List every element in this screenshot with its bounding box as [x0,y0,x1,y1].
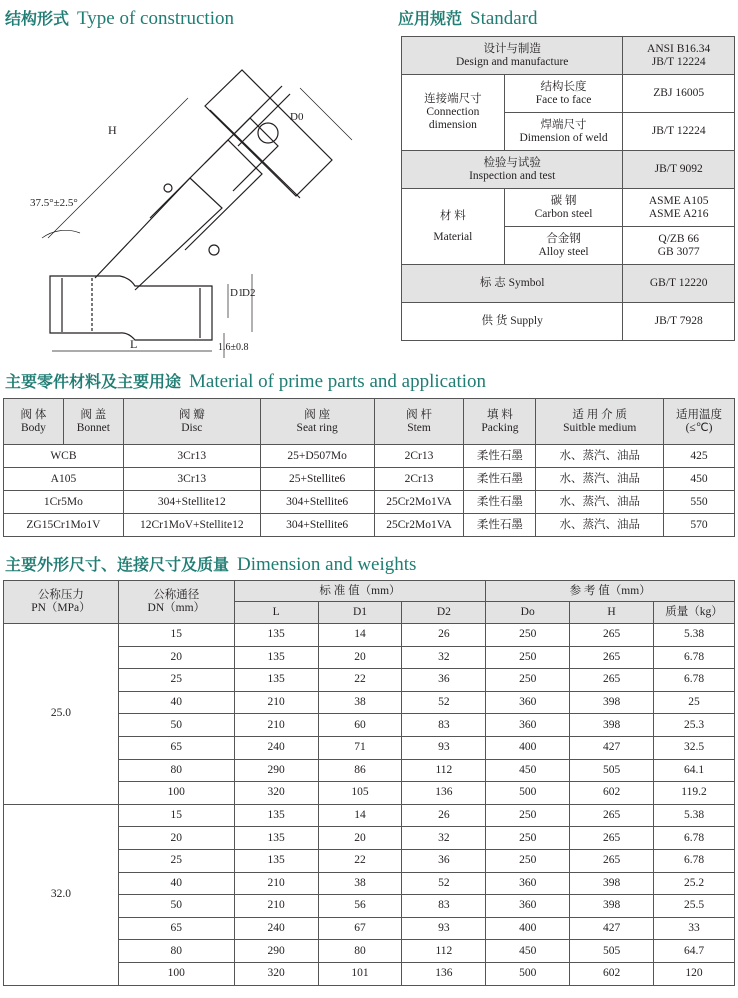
dim-cell-h: 398 [570,714,654,737]
dimensions-title-cn: 主要外形尺寸、连接尺寸及质量 [5,555,230,574]
mat-cell-medium: 水、蒸汽、油品 [536,491,664,514]
dim-cell-d1: 20 [318,827,402,850]
label-angle: 37.5°±2.5° [30,197,78,209]
dim-cell-d1: 105 [318,782,402,805]
table-row [4,468,735,491]
mat-cell-seat: 304+Stellite6 [260,491,374,514]
mat-cell-packing: 柔性石墨 [464,491,536,514]
dim-cell-d2: 83 [402,895,486,918]
table-row [4,491,735,514]
dim-header-standard: 标 准 值（mm） [234,581,486,602]
table-row [4,514,735,537]
dim-cell-l: 240 [234,917,318,940]
dim-cell-h: 398 [570,691,654,714]
mat-cell-temp: 450 [664,468,735,491]
dim-cell-d2: 32 [402,827,486,850]
materials-title-cn: 主要零件材料及主要用途 [5,372,182,391]
dim-cell-d1: 71 [318,736,402,759]
dim-cell-d1: 14 [318,804,402,827]
dim-cell-dn: 65 [118,917,234,940]
label-wall: 1.6±0.8 [218,342,249,353]
dim-cell-h: 427 [570,736,654,759]
alloy-value: Q/ZB 66 GB 3077 [623,227,735,265]
dim-cell-h: 265 [570,669,654,692]
dim-cell-h: 265 [570,624,654,647]
dim-cell-mass: 25 [654,691,735,714]
mat-cell-stem: 25Cr2Mo1VA [374,491,464,514]
mat-cell-disc: 3Cr13 [123,468,260,491]
dim-cell-dn: 100 [118,782,234,805]
materials-heading [5,369,486,393]
dim-header-do: Do [486,602,570,624]
dim-cell-do: 500 [486,962,570,985]
dim-cell-d2: 26 [402,804,486,827]
dim-header-l: L [234,602,318,624]
dim-cell-d2: 32 [402,646,486,669]
label-do: D0 [290,111,304,123]
mat-cell-temp: 550 [664,491,735,514]
face-value: ZBJ 16005 [623,75,735,113]
mat-header-bonnet: 阀 盖 Bonnet [63,399,123,445]
dim-cell-do: 360 [486,714,570,737]
dim-cell-d2: 36 [402,669,486,692]
face-label: 结构长度 Face to face [504,75,623,113]
symbol-value: GB/T 12220 [623,265,735,303]
material-label: 材 料 Material [402,189,505,265]
dim-cell-do: 360 [486,872,570,895]
dim-cell-d1: 22 [318,669,402,692]
mat-cell-packing: 柔性石墨 [464,468,536,491]
dimensions-title-en: Dimension and weights [237,554,417,575]
dim-cell-dn: 20 [118,646,234,669]
dim-cell-l: 320 [234,782,318,805]
dim-cell-d2: 112 [402,940,486,963]
dim-cell-l: 210 [234,714,318,737]
symbol-label: 标 志 Symbol [402,265,623,303]
dim-cell-d2: 83 [402,714,486,737]
mat-header-body: 阀 体 Body [4,399,64,445]
dim-cell-l: 320 [234,962,318,985]
mat-cell-disc: 3Cr13 [123,445,260,468]
dim-header-h: H [570,602,654,624]
dim-cell-do: 450 [486,940,570,963]
inspection-label: 检验与试验 Inspection and test [402,151,623,189]
dim-header-reference: 参 考 值（mm） [486,581,735,602]
mat-cell-stem: 2Cr13 [374,445,464,468]
dim-cell-h: 265 [570,849,654,872]
dim-cell-do: 250 [486,827,570,850]
design-label: 设计与制造 Design and manufacture [402,37,623,75]
dim-cell-mass: 33 [654,917,735,940]
dim-cell-l: 135 [234,646,318,669]
mat-cell-medium: 水、蒸汽、油品 [536,514,664,537]
dim-cell-dn: 80 [118,759,234,782]
dim-cell-mass: 25.5 [654,895,735,918]
dim-cell-d1: 86 [318,759,402,782]
dim-cell-l: 210 [234,691,318,714]
carbon-value: ASME A105 ASME A216 [623,189,735,227]
label-l: L [130,337,138,351]
dim-cell-d2: 52 [402,872,486,895]
mat-cell-body: ZG15Cr1Mo1V [4,514,124,537]
dim-cell-d1: 80 [318,940,402,963]
dim-cell-h: 265 [570,646,654,669]
supply-value: JB/T 7928 [623,303,735,341]
table-row [4,624,735,647]
dim-cell-do: 250 [486,646,570,669]
label-d1: D1 [230,287,244,299]
dim-cell-l: 240 [234,736,318,759]
connection-label: 连接端尺寸 Connection dimension [402,75,505,151]
standard-table [401,36,735,341]
dim-cell-d1: 56 [318,895,402,918]
mat-cell-temp: 425 [664,445,735,468]
mat-cell-stem: 25Cr2Mo1VA [374,514,464,537]
mat-header-disc: 阀 瓣 Disc [123,399,260,445]
dim-cell-h: 427 [570,917,654,940]
mat-cell-packing: 柔性石墨 [464,445,536,468]
dim-cell-d2: 93 [402,917,486,940]
mat-cell-disc: 304+Stellite12 [123,491,260,514]
standard-title-en: Standard [470,8,538,29]
dimensions-table [3,580,735,986]
dimensions-heading [5,552,416,576]
label-h: H [108,123,117,137]
dim-header-dn: 公称通径 DN（mm） [118,581,234,624]
mat-cell-seat: 304+Stellite6 [260,514,374,537]
mat-cell-packing: 柔性石墨 [464,514,536,537]
dim-cell-h: 505 [570,759,654,782]
mat-cell-seat: 25+D507Mo [260,445,374,468]
dim-header-d2: D2 [402,602,486,624]
dim-cell-do: 360 [486,895,570,918]
dim-cell-d1: 22 [318,849,402,872]
supply-label: 供 货 Supply [402,303,623,341]
dim-cell-l: 135 [234,804,318,827]
mat-cell-body: A105 [4,468,124,491]
dim-cell-h: 398 [570,895,654,918]
alloy-label: 合金钢 Alloy steel [504,227,623,265]
weld-label: 焊端尺寸 Dimension of weld [504,113,623,151]
dim-cell-dn: 65 [118,736,234,759]
dim-cell-do: 250 [486,849,570,872]
mat-cell-seat: 25+Stellite6 [260,468,374,491]
dim-cell-mass: 6.78 [654,646,735,669]
construction-title-en: Type of construction [77,8,234,29]
weld-value: JB/T 12224 [623,113,735,151]
dim-cell-h: 265 [570,827,654,850]
dim-cell-d2: 136 [402,782,486,805]
mat-cell-body: 1Cr5Mo [4,491,124,514]
mat-cell-medium: 水、蒸汽、油品 [536,445,664,468]
mat-header-temp: 适用温度 (≤℃) [664,399,735,445]
dim-cell-do: 450 [486,759,570,782]
dim-cell-l: 135 [234,827,318,850]
dim-cell-do: 250 [486,669,570,692]
dim-cell-l: 210 [234,895,318,918]
dim-cell-do: 400 [486,736,570,759]
dim-cell-mass: 25.3 [654,714,735,737]
dim-cell-l: 135 [234,624,318,647]
dim-cell-d2: 136 [402,962,486,985]
dim-cell-pn: 25.0 [4,624,119,805]
dim-cell-d1: 20 [318,646,402,669]
dim-cell-l: 210 [234,872,318,895]
materials-title-en: Material of prime parts and application [189,371,487,392]
dim-cell-h: 398 [570,872,654,895]
dim-cell-pn: 32.0 [4,804,119,985]
dim-cell-d2: 93 [402,736,486,759]
dim-cell-d2: 26 [402,624,486,647]
dim-cell-mass: 64.1 [654,759,735,782]
table-row [4,445,735,468]
standard-title-cn: 应用规范 [398,9,463,28]
dim-cell-mass: 25.2 [654,872,735,895]
dim-cell-dn: 25 [118,849,234,872]
dim-cell-dn: 80 [118,940,234,963]
design-value: ANSI B16.34 JB/T 12224 [623,37,735,75]
mat-header-packing: 填 料 Packing [464,399,536,445]
dim-cell-do: 400 [486,917,570,940]
dim-cell-dn: 50 [118,895,234,918]
dim-header-d1: D1 [318,602,402,624]
dim-cell-mass: 64.7 [654,940,735,963]
dim-cell-d1: 67 [318,917,402,940]
mat-header-medium: 适 用 介 质 Suitble medium [536,399,664,445]
mat-cell-stem: 2Cr13 [374,468,464,491]
dim-header-pn: 公称压力 PN（MPa） [4,581,119,624]
inspection-value: JB/T 9092 [623,151,735,189]
construction-heading [5,6,234,30]
dim-cell-do: 250 [486,804,570,827]
dim-cell-mass: 5.38 [654,804,735,827]
dim-cell-mass: 5.38 [654,624,735,647]
dim-cell-h: 265 [570,804,654,827]
mat-header-stem: 阀 杆 Stem [374,399,464,445]
construction-title-cn: 结构形式 [5,9,70,28]
dim-cell-dn: 40 [118,872,234,895]
dim-cell-dn: 20 [118,827,234,850]
dim-cell-dn: 50 [118,714,234,737]
mat-cell-disc: 12Cr1MoV+Stellite12 [123,514,260,537]
dim-cell-h: 602 [570,962,654,985]
table-row [4,804,735,827]
dim-cell-do: 360 [486,691,570,714]
dim-cell-d1: 60 [318,714,402,737]
dim-cell-dn: 25 [118,669,234,692]
materials-table [3,398,735,537]
dim-cell-mass: 6.78 [654,827,735,850]
dim-cell-dn: 15 [118,804,234,827]
dim-cell-do: 250 [486,624,570,647]
dim-cell-mass: 6.78 [654,849,735,872]
dim-cell-mass: 120 [654,962,735,985]
mat-cell-medium: 水、蒸汽、油品 [536,468,664,491]
dim-cell-mass: 6.78 [654,669,735,692]
dim-cell-d2: 52 [402,691,486,714]
dim-cell-l: 290 [234,759,318,782]
mat-cell-temp: 570 [664,514,735,537]
dim-cell-l: 135 [234,669,318,692]
mat-header-seat: 阀 座 Seat ring [260,399,374,445]
dim-header-mass: 质量（kg） [654,602,735,624]
dim-cell-do: 500 [486,782,570,805]
mat-cell-body: WCB [4,445,124,468]
label-d2: D2 [242,287,256,299]
dim-cell-d1: 38 [318,691,402,714]
valve-drawing [0,28,388,358]
dim-cell-l: 135 [234,849,318,872]
dim-cell-dn: 15 [118,624,234,647]
standard-heading [398,6,538,30]
dim-cell-d1: 101 [318,962,402,985]
carbon-label: 碳 钢 Carbon steel [504,189,623,227]
dim-cell-d1: 38 [318,872,402,895]
dim-cell-mass: 119.2 [654,782,735,805]
dim-cell-l: 290 [234,940,318,963]
dim-cell-d1: 14 [318,624,402,647]
dim-cell-h: 602 [570,782,654,805]
dim-cell-d2: 112 [402,759,486,782]
dim-cell-mass: 32.5 [654,736,735,759]
dim-cell-dn: 100 [118,962,234,985]
dim-cell-d2: 36 [402,849,486,872]
dim-cell-h: 505 [570,940,654,963]
dim-cell-dn: 40 [118,691,234,714]
